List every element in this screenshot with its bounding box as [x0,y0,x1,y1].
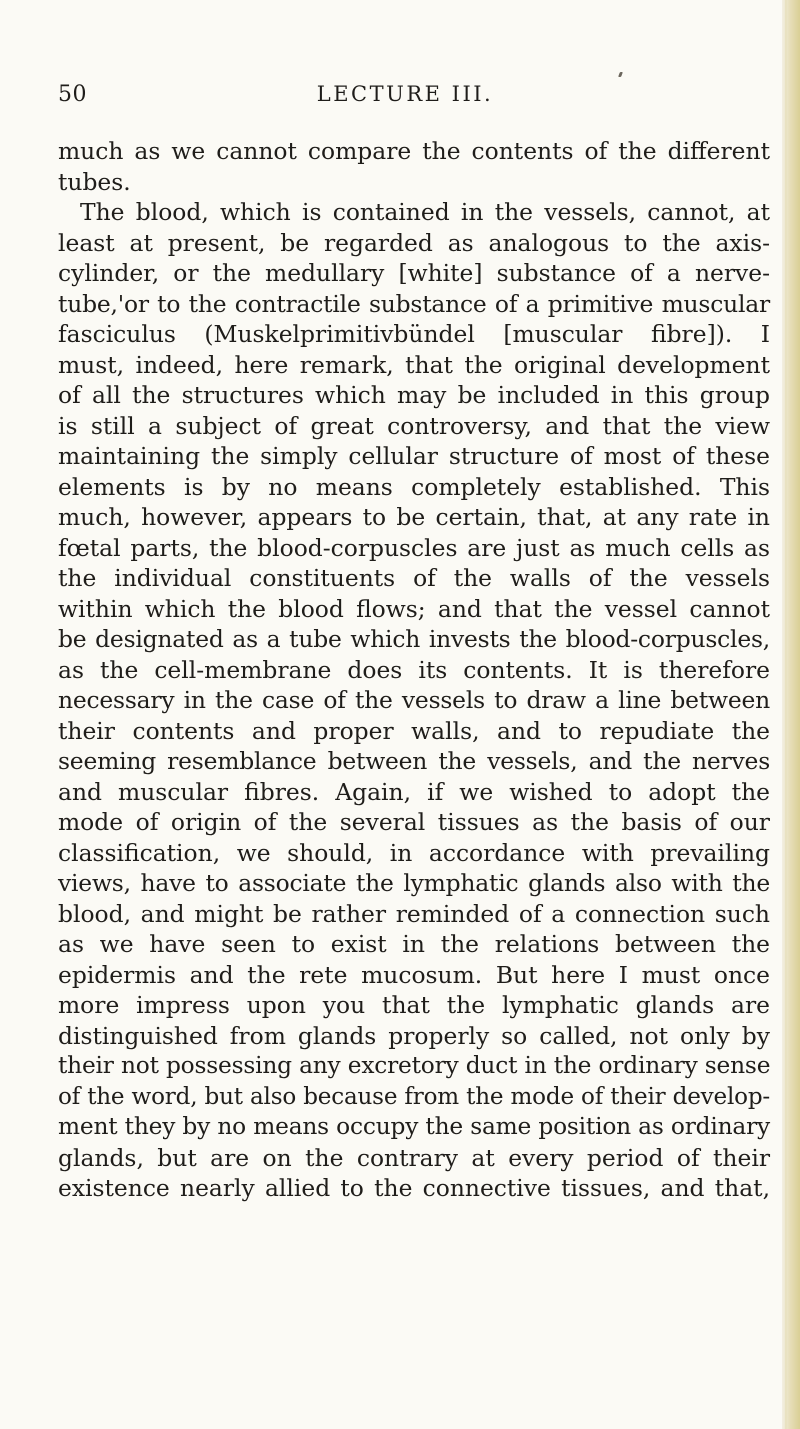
text-line: more impress upon you that the lymphatic glands are [58,991,770,1019]
ink-speck [618,72,623,77]
text-line: much as we cannot compare the contents of the different [58,137,770,165]
text-line: fœtal parts, the blood-corpuscles are just as much cells as [58,533,770,562]
text-line: views, have to associate the lymphatic glands also with the [58,869,770,897]
page-header [58,82,752,116]
text-line: glands, but are on the contrary at every period of their [58,1143,770,1172]
body-text [58,136,770,1204]
text-line: of all the structures which may be included in this group [58,381,770,409]
text-line: existence nearly allied to the connective tissues, and that, [58,1174,770,1202]
text-line: be designated as a tube which invests the blood-corpuscles, [58,625,770,653]
text-line: cylinder, or the medullary [white] substance of a nerve- [58,259,770,287]
text-line: is still a subject of great controversy, and that the view [58,411,770,440]
page-edge-shadow [782,0,800,1429]
text-line: their contents and proper walls, and to repudiate the [58,716,770,745]
text-line: elements is by no means completely established. This [58,472,770,501]
text-line: fasciculus (Muskelprimitivbündel [muscular fibre]). I [58,320,770,348]
text-line: as we have seen to exist in the relations between the [58,930,770,958]
text-line: necessary in the case of the vessels to draw a line between [58,686,770,714]
text-line: and muscular fibres. Again, if we wished to adopt the [58,777,770,806]
text-line: tube,'or to the contractile substance of a primitive muscular [58,289,770,318]
text-line: maintaining the simply cellular structure of most of these [58,442,770,470]
text-line: the individual constituents of the walls of the vessels [58,564,770,592]
paragraph-start-line: The blood, which is contained in the vessels, cannot, at [80,198,770,226]
text-line: much, however, appears to be certain, that, at any rate in [58,503,770,531]
text-line: must, indeed, here remark, that the original development [58,350,770,379]
text-line: seeming resemblance between the vessels, and the nerves [58,747,770,775]
text-line: as the cell-membrane does its contents. It is therefore [58,655,770,684]
running-title: LECTURE III. [316,82,494,106]
text-line: epidermis and the rete mucosum. But here I must once [58,960,770,989]
text-line: least at present, be regarded as analogous to the axis- [58,228,770,257]
text-line: their not possessing any excretory duct in the ordinary sense [58,1052,771,1079]
text-line: tubes. [58,167,131,196]
page-number: 50 [58,82,87,107]
text-line: distinguished from glands properly so called, not only by [58,1021,770,1050]
text-line: classification, we should, in accordance with prevailing [58,838,770,867]
page-fold [785,0,787,1429]
text-line: of the word, but also because from the mode of their develop- [58,1083,770,1110]
text-line: blood, and might be rather reminded of a connection such [58,899,770,928]
text-line: mode of origin of the several tissues as the basis of our [58,808,770,836]
text-line: ment they by no means occupy the same position as ordinary [58,1113,770,1140]
text-line: within which the blood flows; and that the vessel cannot [58,594,770,623]
